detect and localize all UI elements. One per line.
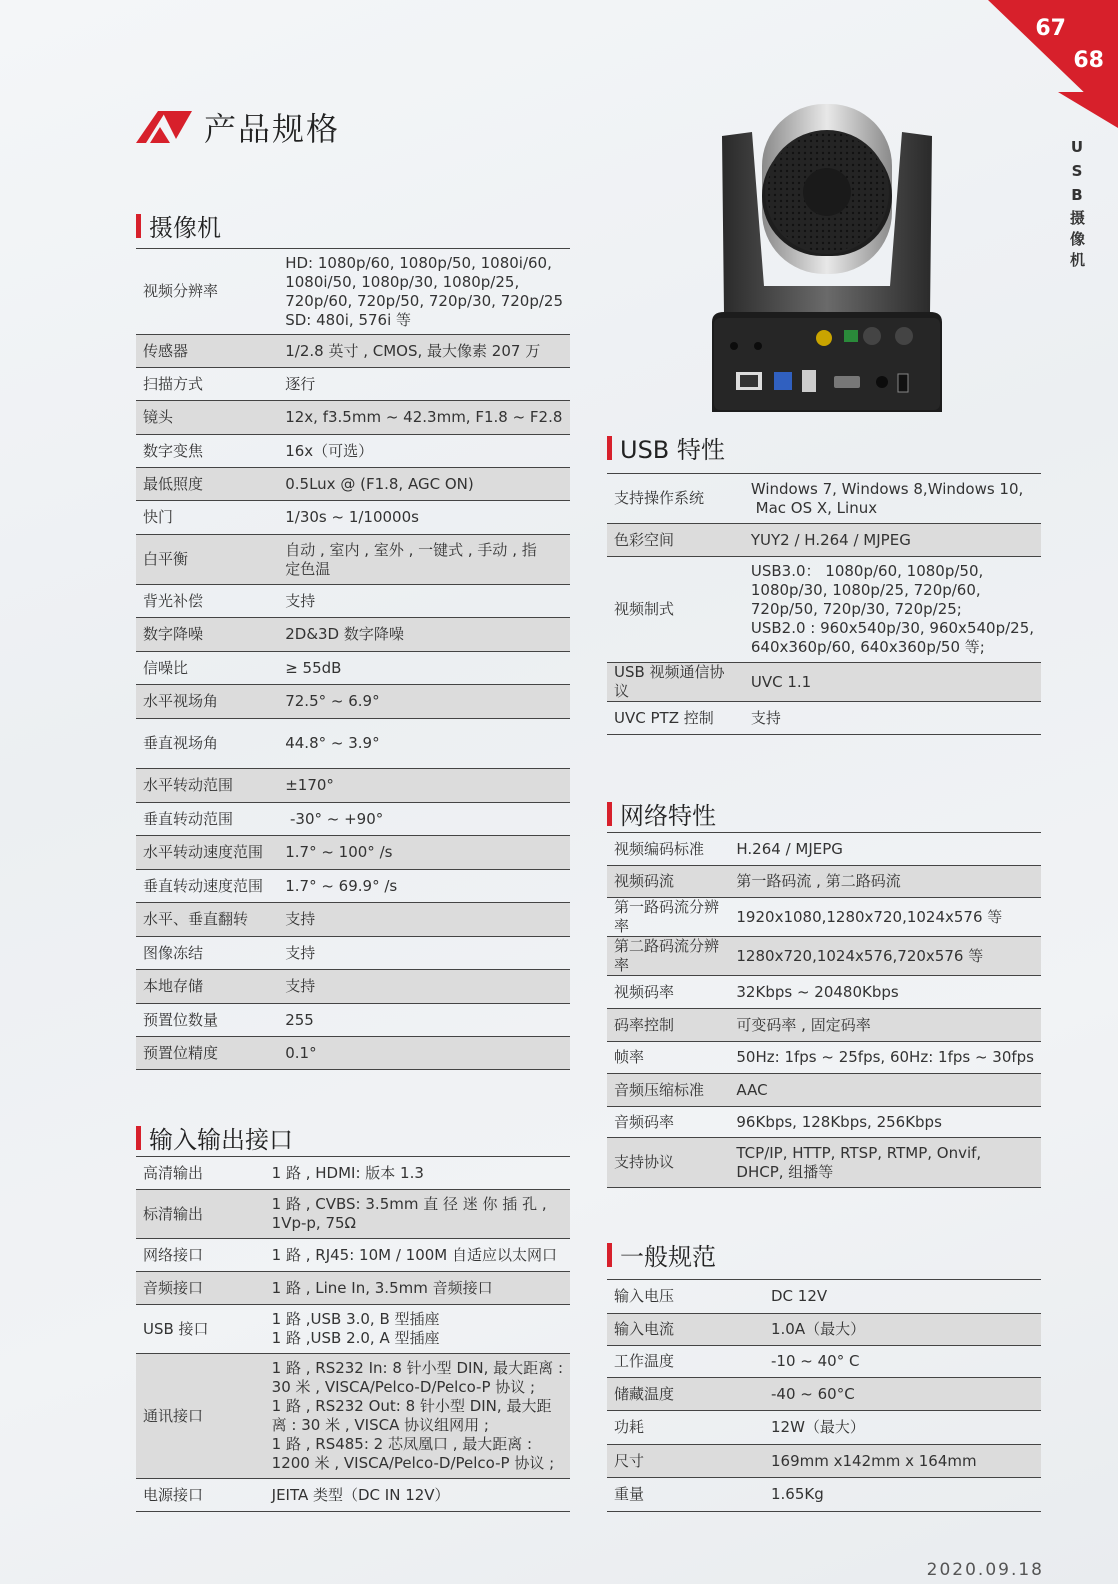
spec-value [278,970,570,1004]
spec-row [607,1411,1041,1445]
spec-value-line: -40 ~ 60°C [771,1384,855,1403]
spec-value [744,524,1041,557]
spec-value-line: HD: 1080p/60, 1080p/50, 1080i/60, [285,253,552,272]
spec-value-line: UVC 1.1 [750,672,812,691]
spec-value-line: 1 路 , RS485: 2 芯凤凰口 , 最大距离 : [271,1435,533,1453]
spec-row [607,1009,1041,1042]
spec-value-line: 1 路 , RS232 Out: 8 针小型 DIN, 最大距 [271,1397,552,1415]
spec-label: 水平视场角 [136,685,278,719]
spec-value [764,1411,1041,1445]
spec-row [136,937,570,970]
spec-row [607,1138,1041,1188]
spec-label: 视频码率 [607,976,729,1009]
spec-value-line: 1 路 ,USB 3.0, B 型插座 [271,1310,440,1328]
spec-row [136,1037,570,1070]
spec-value [265,1239,570,1272]
network-spec-table [607,832,1041,1188]
spec-label: 水平转动范围 [136,769,278,803]
spec-value [729,833,1041,866]
section-title-text: 摄像机 [149,214,221,242]
spec-value-line: 支持 [750,708,781,727]
general-spec-table [607,1279,1041,1512]
spec-value-line: 1 路 , CVBS: 3.5mm 直 径 迷 你 插 孔 , [271,1195,547,1213]
spec-row [607,1346,1041,1378]
usb-spec-table [607,473,1041,735]
spec-label: 预置位精度 [136,1037,278,1070]
spec-value-line: 50Hz: 1fps ~ 25fps, 60Hz: 1fps ~ 30fps [736,1048,1034,1066]
spec-row [136,769,570,803]
spec-row [136,903,570,937]
spec-value [278,1037,570,1070]
spec-label: 工作温度 [607,1346,764,1378]
spec-label: 网络接口 [136,1239,265,1272]
corner-tab-shape [1058,92,1118,128]
spec-value-line: 12W（最大） [771,1418,865,1436]
spec-value-line: 169mm x142mm x 164mm [771,1451,977,1470]
spec-row [607,1314,1041,1346]
spec-row [136,1354,570,1479]
section-title-usb [607,430,725,465]
spec-label: 数字变焦 [136,435,278,468]
spec-value [265,1157,570,1190]
spec-label: 音频码率 [607,1107,729,1138]
spec-value [729,898,1041,937]
spec-row [136,585,570,618]
spec-value-line: 自动 , 室内 , 室外 , 一键式 , 手动 , 指 [285,540,537,559]
spec-value [278,836,570,870]
spec-value-line: 1/30s ~ 1/10000s [285,508,419,526]
spec-value [744,557,1041,663]
spec-value [278,803,570,836]
spec-value-line: 1.65Kg [771,1485,824,1503]
spec-row [607,557,1041,663]
spec-label: 水平转动速度范围 [136,836,278,870]
spec-label: 图像冻结 [136,937,278,970]
spec-label: 输入电压 [607,1280,764,1314]
side-label: USB摄像机 [1068,138,1086,273]
spec-value-line: 640x360p/60, 640x360p/50 等; [750,638,985,656]
spec-label: 垂直视场角 [136,719,278,769]
spec-label: 扫描方式 [136,368,278,401]
spec-value-line: ≥ 55dB [285,658,342,677]
spec-value [764,1445,1041,1478]
spec-value-line: 1.7° ~ 69.9° /s [285,876,398,895]
spec-value-line: 44.8° ~ 3.9° [285,734,380,752]
spec-label: 支持协议 [607,1138,729,1188]
spec-label: 第二路码流分辨率 [607,937,729,976]
spec-label: 第一路码流分辨率 [607,898,729,937]
section-marker [136,1126,141,1150]
spec-label: 音频接口 [136,1272,265,1305]
spec-value [278,685,570,719]
spec-value [729,1042,1041,1074]
spec-value-line: 1/2.8 英寸 , CMOS, 最大像素 207 万 [285,341,541,360]
spec-row [136,618,570,652]
spec-label: 信噪比 [136,652,278,685]
spec-value [278,1004,570,1037]
spec-row [136,870,570,903]
spec-row [607,474,1041,524]
spec-row [136,719,570,769]
spec-label: 储藏温度 [607,1378,764,1411]
spec-value [278,335,570,368]
spec-row [607,866,1041,898]
section-marker [607,802,612,826]
spec-value [278,401,570,435]
spec-label: 高清输出 [136,1157,265,1190]
spec-value-line: TCP/IP, HTTP, RTSP, RTMP, Onvif, [736,1143,982,1162]
spec-value-line: 16x（可选） [285,441,374,460]
spec-value-line: 0.5Lux @ (F1.8, AGC ON) [285,474,474,493]
spec-label: 镜头 [136,401,278,435]
spec-value-line: 逐行 [285,374,316,393]
spec-row [136,335,570,368]
spec-value-line: Windows 7, Windows 8,Windows 10, [750,479,1024,498]
spec-label: 最低照度 [136,468,278,501]
spec-value-line: 1920x1080,1280x720,1024x576 等 [736,907,1003,926]
spec-row [607,1378,1041,1411]
spec-value [764,1280,1041,1314]
spec-row [607,1478,1041,1512]
spec-value [744,663,1041,702]
spec-label: 电源接口 [136,1479,265,1512]
spec-row [136,803,570,836]
spec-value-line: -10 ~ 40° C [771,1352,860,1370]
spec-row [136,249,570,335]
spec-value-line: 支持 [285,943,316,962]
spec-value [278,368,570,401]
spec-value-line: USB3.0： 1080p/60, 1080p/50, [750,562,984,580]
spec-row [607,898,1041,937]
page-number-right: 68 [1073,48,1104,73]
spec-value-line: 720p/50, 720p/30, 720p/25; [750,600,962,618]
section-title-text: USB 特性 [620,436,725,464]
spec-row [136,836,570,870]
spec-row [136,1239,570,1272]
spec-value-line: 96Kbps, 128Kbps, 256Kbps [736,1112,942,1131]
spec-row [607,1107,1041,1138]
spec-value [265,1479,570,1512]
spec-value-line: DC 12V [771,1287,828,1305]
spec-value [278,468,570,501]
spec-value [278,937,570,970]
camera-product-image [712,96,942,414]
spec-value [729,976,1041,1009]
spec-value-line: 1280x720,1024x576,720x576 等 [736,946,984,965]
spec-value [744,474,1041,524]
spec-value [278,249,570,335]
spec-row [607,663,1041,702]
spec-label: 水平、垂直翻转 [136,903,278,937]
spec-value [729,866,1041,898]
spec-label: 视频制式 [607,557,744,663]
spec-value-line: 0.1° [285,1043,317,1062]
spec-label: 本地存储 [136,970,278,1004]
spec-value-line: 1 路 , RJ45: 10M / 100M 自适应以太网口 [271,1245,557,1264]
spec-label: 重量 [607,1478,764,1512]
io-spec-table [136,1156,570,1512]
section-title-text: 一般规范 [620,1243,716,1271]
section-marker [607,1243,612,1267]
spec-value [278,870,570,903]
spec-value-line: 支持 [285,591,316,610]
spec-value-line: 1 路 ,USB 2.0, A 型插座 [271,1329,440,1347]
spec-row [136,468,570,501]
spec-value [278,719,570,769]
spec-value [729,1138,1041,1188]
spec-value [764,1314,1041,1346]
spec-row [136,1479,570,1512]
spec-value [729,1074,1041,1107]
spec-row [136,1305,570,1354]
spec-value-line: 1 路 , HDMI: 版本 1.3 [271,1163,424,1182]
spec-label: 帧率 [607,1042,729,1074]
spec-row [607,976,1041,1009]
spec-label: 背光补偿 [136,585,278,618]
spec-value-line: 支持 [285,910,316,928]
spec-value [265,1305,570,1354]
spec-value-line: -30° ~ +90° [285,809,384,828]
spec-value-line: 定色温 [285,559,331,578]
page-number-left: 67 [1035,16,1066,41]
spec-row [136,1272,570,1305]
spec-value-line: ±170° [285,776,334,794]
spec-row [607,702,1041,735]
spec-label: 输入电流 [607,1314,764,1346]
spec-row [136,1157,570,1190]
spec-value-line: 1.0A（最大） [771,1320,866,1338]
spec-label: 白平衡 [136,535,278,585]
spec-label: 色彩空间 [607,524,744,557]
spec-row [607,1042,1041,1074]
spec-value-line: 第一路码流 , 第二路码流 [736,872,901,890]
spec-value-line: 1080i/50, 1080p/30, 1080p/25, [285,272,520,291]
spec-label: 音频压缩标准 [607,1074,729,1107]
spec-value [265,1272,570,1305]
spec-row [607,1074,1041,1107]
spec-value [729,1107,1041,1138]
spec-value-line: 1.7° ~ 100° /s [285,843,393,861]
spec-row [607,937,1041,976]
spec-value [265,1354,570,1479]
spec-value-line: YUY2 / H.264 / MJPEG [750,530,911,549]
spec-value-line: 12x, f3.5mm ~ 42.3mm, F1.8 ~ F2.8 [285,408,563,426]
spec-label: UVC PTZ 控制 [607,702,744,735]
brand-logo-icon [136,109,192,145]
spec-label: 数字降噪 [136,618,278,652]
section-title-text: 输入输出接口 [149,1126,293,1154]
spec-row [136,435,570,468]
spec-value-line: 1Vp-p, 75Ω [271,1214,357,1232]
spec-value-line: AAC [736,1080,768,1099]
page-title [136,104,340,150]
spec-label: 支持操作系统 [607,474,744,524]
spec-label: 垂直转动速度范围 [136,870,278,903]
spec-value [278,769,570,803]
spec-value-line: JEITA 类型（DC IN 12V） [271,1485,450,1504]
spec-label: 快门 [136,501,278,535]
spec-label: 传感器 [136,335,278,368]
spec-value [744,702,1041,735]
section-title-text: 网络特性 [620,802,716,830]
camera-spec-table [136,248,570,1070]
spec-value [278,435,570,468]
spec-value [729,937,1041,976]
spec-label: 通讯接口 [136,1354,265,1479]
spec-label: 垂直转动范围 [136,803,278,836]
spec-label: 视频码流 [607,866,729,898]
spec-row [136,970,570,1004]
spec-label: USB 视频通信协议 [607,663,744,702]
spec-value-line: 30 米 , VISCA/Pelco-D/Pelco-P 协议 ; [271,1378,536,1396]
spec-value [278,652,570,685]
spec-label: 视频编码标准 [607,833,729,866]
spec-value-line: 2D&3D 数字降噪 [285,625,404,643]
spec-value-line: 72.5° ~ 6.9° [285,692,380,710]
spec-label: 标清输出 [136,1190,265,1239]
spec-row [607,833,1041,866]
spec-value [265,1190,570,1239]
spec-value-line: 1080p/30, 1080p/25, 720p/60, [750,581,981,599]
spec-value-line: 1 路 , Line In, 3.5mm 音频接口 [271,1278,493,1297]
spec-label: 预置位数量 [136,1004,278,1037]
spec-value [278,501,570,535]
spec-label: 尺寸 [607,1445,764,1478]
spec-value-line: 32Kbps ~ 20480Kbps [736,982,899,1001]
spec-value [278,535,570,585]
spec-row [607,1280,1041,1314]
spec-row [136,401,570,435]
section-title-general [607,1237,716,1272]
spec-label: USB 接口 [136,1305,265,1354]
spec-value-line: USB2.0 : 960x540p/30, 960x540p/25, [750,619,1034,637]
page-title-text: 产品规格 [204,110,341,148]
spec-value-line: 1 路 , RS232 In: 8 针小型 DIN, 最大距离 : [271,1359,563,1377]
spec-value [278,618,570,652]
section-title-network [607,796,716,831]
spec-row [136,501,570,535]
spec-value [764,1378,1041,1411]
spec-row [136,1004,570,1037]
spec-row [136,535,570,585]
spec-value [278,903,570,937]
spec-value-line: DHCP, 组播等 [736,1162,834,1181]
spec-value [278,585,570,618]
spec-value-line: Mac OS X, Linux [750,498,878,517]
spec-label: 码率控制 [607,1009,729,1042]
spec-value [729,1009,1041,1042]
spec-row [607,524,1041,557]
publish-date: 2020.09.18 [926,1560,1044,1580]
spec-row [136,1190,570,1239]
section-marker [136,214,141,238]
spec-label: 视频分辨率 [136,249,278,335]
spec-row [136,685,570,719]
spec-value-line: 离 : 30 米 , VISCA 协议组网用 ; [271,1416,489,1434]
spec-value-line: SD: 480i, 576i 等 [285,310,412,329]
spec-value-line: H.264 / MJEPG [736,839,843,858]
spec-row [136,652,570,685]
section-marker [607,436,612,460]
spec-value [764,1346,1041,1378]
spec-value-line: 255 [285,1010,314,1029]
spec-value-line: 720p/60, 720p/50, 720p/30, 720p/25 [285,291,563,310]
spec-value-line: 可变码率 , 固定码率 [736,1015,871,1034]
spec-value-line: 1200 米 , VISCA/Pelco-D/Pelco-P 协议 ; [271,1454,555,1472]
spec-row [136,368,570,401]
spec-value [764,1478,1041,1512]
spec-value-line: 支持 [285,977,316,995]
spec-row [607,1445,1041,1478]
spec-label: 功耗 [607,1411,764,1445]
section-title-camera [136,208,221,243]
section-title-io [136,1120,293,1155]
